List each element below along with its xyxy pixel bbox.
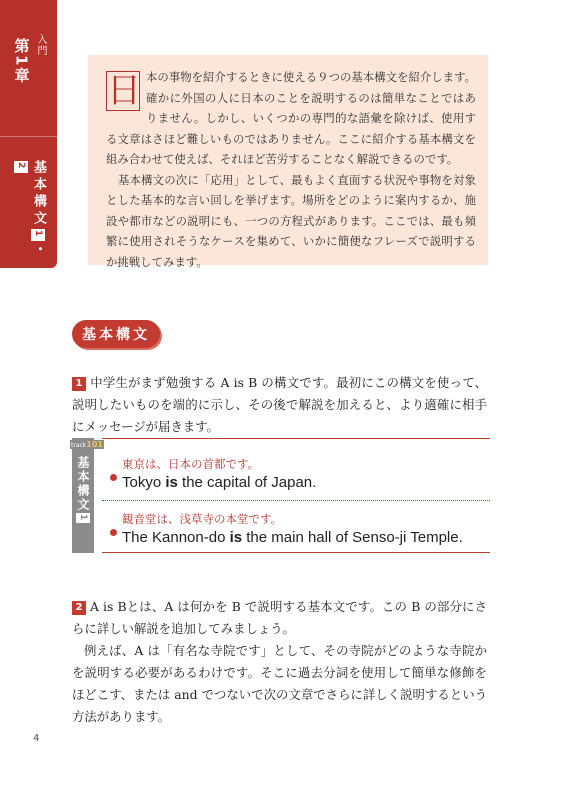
section-side-num-2: 2 (16, 162, 26, 173)
paragraph-1-text: 中学生がまず勉強する A is B の構文です。最初にこの構文を使って、説明したいものを端的に示し、その後で解説を加えると、より適確に相手にメッセージが届きます。 (72, 375, 487, 434)
example-ja: 観音堂は、浅草寺の本堂です。 (122, 512, 283, 526)
chapter-sub-label: 入門 (35, 34, 46, 56)
example-en (122, 529, 463, 546)
example-side-label (75, 456, 92, 524)
page-number: 4 (33, 733, 40, 744)
bullet-icon (110, 529, 117, 536)
example-side-num: 1 (78, 514, 88, 523)
example-side-bar (71, 438, 103, 553)
example-en-bold: is (229, 529, 243, 546)
section-side-sep: ・ (31, 242, 46, 260)
example-row (102, 444, 490, 494)
paragraph-2 (72, 596, 487, 728)
bullet-icon (110, 474, 117, 481)
track-badge (70, 440, 104, 449)
paragraph-2-number: 2 (72, 601, 86, 615)
intro-paragraph-2: 基本構文の次に「応用」として、最もよく直面する状況や事物を対象とした基本的な言い回しを挙げます。場所をどのように案内するか、施設や都市などの説明にも、一つの方程式があります。ここでは、最も頻繁に使用されそうなケースを集めて、いかに簡便なフレーズで説明するか挑戦してみます。 (106, 172, 476, 269)
example-en-bold: is (165, 474, 178, 491)
section-side-label (14, 160, 48, 268)
example-en (122, 474, 316, 491)
example-en-post: the main hall of Senso-ji Temple. (242, 529, 463, 546)
section-side-title: 基本構文 (31, 160, 46, 228)
chapter-label: 第1章 (12, 38, 31, 85)
example-ja: 東京は、日本の首都です。 (122, 457, 260, 471)
example-side-title: 基本構文 (76, 456, 90, 512)
intro-drop-cap: 日 (107, 71, 141, 111)
section-heading: 基本構文 (72, 320, 160, 348)
example-en-post: the capital of Japan. (177, 474, 317, 491)
intro-paragraph-1: 本の事物を紹介するときに使える９つの基本構文を紹介します。確かに外国の人に日本のことを説明するのは簡単なことではありません。しかし、いくつかの専門的な語彙を除けば、使用する文章はさほど難しいものではありません。ここに紹介する基本構文を組み合わせて使えば、それほど苦労することなく解説できるのです。 (106, 70, 476, 166)
paragraph-2-text: A is Bとは、A は何かを B で説明する基本文です。この B の部分にさらに詳しい解説を追加してみましょう。 (72, 599, 487, 636)
track-number: 101 (86, 440, 103, 449)
paragraph-2-text-2: 例えば、A は「有名な寺院です」として、その寺院がどのような寺院かを説明する必要があるわけです。そこに過去分詞を使用して簡単な修飾をほどこす、または and でつないで次の文章でさらに詳しく説明するという方法があります。 (72, 643, 487, 724)
example-bottom-rule (102, 552, 490, 553)
chapter-block (0, 34, 57, 137)
intro-text (106, 67, 476, 272)
example-block (72, 438, 490, 553)
example-en-pre: The Kannon-do (122, 529, 230, 546)
example-row (102, 500, 490, 551)
chapter-side-tab (0, 0, 57, 268)
track-prefix: track (71, 442, 87, 449)
section-side-num-1: 1 (33, 230, 43, 241)
example-top-rule (102, 438, 490, 439)
intro-box (88, 55, 488, 269)
paragraph-1 (72, 372, 487, 438)
paragraph-1-number: 1 (72, 377, 86, 391)
example-en-pre: Tokyo (122, 474, 166, 491)
